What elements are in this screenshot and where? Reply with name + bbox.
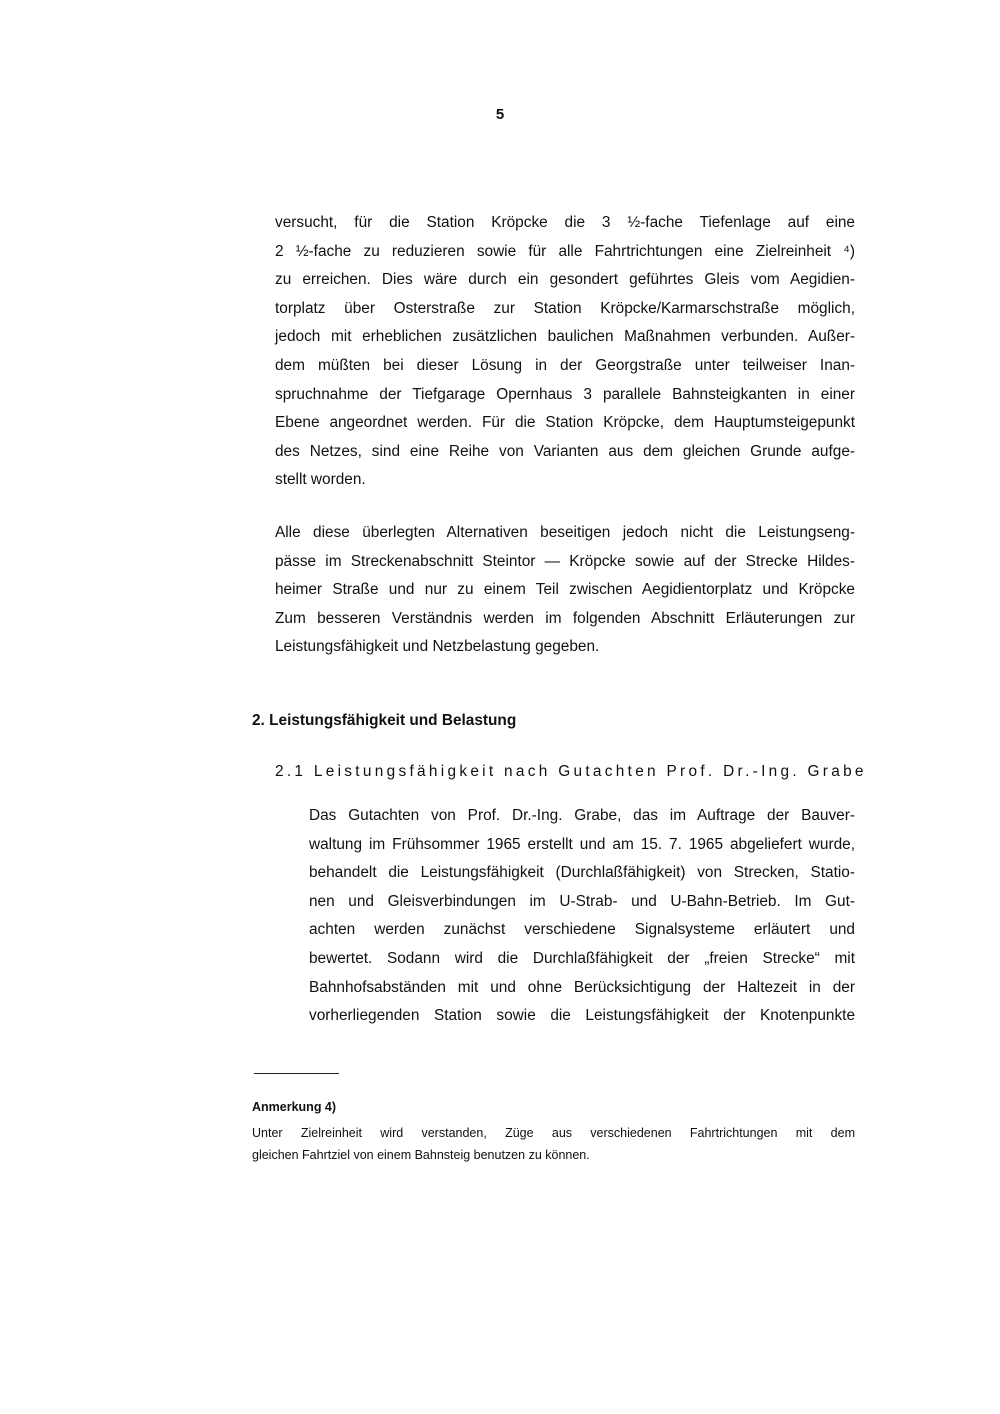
page-number: 5	[495, 106, 505, 123]
text-line: zu erreichen. Dies wäre durch ein gesondert geführtes Gleis vom Aegidien-	[275, 271, 855, 289]
text-line: dem müßten bei dieser Lösung in der Georgstraße unter teilweiser Inan-	[275, 356, 855, 374]
section-heading: 2. Leistungsfähigkeit und Belastung	[252, 712, 517, 729]
footnote-text	[252, 1122, 855, 1166]
text-line: versucht, für die Station Kröpcke die 3 ½-fache Tiefenlage auf eine	[275, 214, 855, 231]
subsection-heading: 2.1 Leistungsfähigkeit nach Gutachten Prof. Dr.-Ing. Grabe	[275, 763, 867, 780]
text-line: Zum besseren Verständnis werden im folgenden Abschnitt Erläuterungen zur	[275, 609, 855, 627]
text-line: bewertet. Sodann wird die Durchlaßfähigkeit der „freien Strecke“ mit	[309, 949, 855, 967]
text-line: nen und Gleisverbindungen im U-Strab- und U-Bahn-Betrieb. Im Gut-	[309, 892, 855, 910]
footnote-title: Anmerkung 4)	[252, 1100, 337, 1114]
text-line: jedoch mit erheblichen zusätzlichen baulichen Maßnahmen verbunden. Außer-	[275, 328, 855, 346]
text-line: behandelt die Leistungsfähigkeit (Durchlaßfähigkeit) von Strecken, Statio-	[309, 864, 855, 882]
text-line: Alle diese überlegten Alternativen beseitigen jedoch nicht die Leistungseng-	[275, 524, 855, 541]
paragraph-2	[275, 519, 855, 662]
text-line: pässe im Streckenabschnitt Steintor — Kröpcke sowie auf der Strecke Hildes-	[275, 552, 855, 570]
text-line: Bahnhofsabständen mit und ohne Berücksichtigung der Haltezeit in der	[309, 978, 855, 996]
text-line: vorherliegenden Station sowie die Leistungsfähigkeit der Knotenpunkte	[309, 1007, 855, 1025]
text-line: stellt worden.	[275, 471, 366, 489]
text-line: waltung im Frühsommer 1965 erstellt und am 15. 7. 1965 abgeliefert wurde,	[309, 835, 855, 853]
text-line: Leistungsfähigkeit und Netzbelastung gegeben.	[275, 638, 600, 656]
text-line: heimer Straße und nur zu einem Teil zwischen Aegidientorplatz und Kröpcke	[275, 581, 855, 599]
text-line: 2 ½-fache zu reduzieren sowie für alle Fahrtrichtungen eine Zielreinheit ⁴)	[275, 242, 855, 260]
text-line: spruchnahme der Tiefgarage Opernhaus 3 parallele Bahnsteigkanten in einer	[275, 385, 855, 403]
paragraph-3	[309, 802, 855, 1031]
footnote-line: gleichen Fahrtziel von einem Bahnsteig benutzen zu können.	[252, 1148, 590, 1162]
text-line: torplatz über Osterstraße zur Station Kröpcke/Karmarschstraße möglich,	[275, 299, 855, 317]
footnote-divider	[254, 1073, 339, 1074]
text-line: Ebene angeordnet werden. Für die Station Kröpcke, dem Hauptumsteigepunkt	[275, 414, 855, 432]
paragraph-1	[275, 209, 855, 495]
text-line: des Netzes, sind eine Reihe von Varianten aus dem gleichen Grunde aufge-	[275, 442, 855, 460]
text-line: achten werden zunächst verschiedene Signalsysteme erläutert und	[309, 921, 855, 939]
text-line: Das Gutachten von Prof. Dr.-Ing. Grabe, das im Auftrage der Bauver-	[309, 807, 855, 824]
footnote-line: Unter Zielreinheit wird verstanden, Züge aus verschiedenen Fahrtrichtungen mit dem	[252, 1126, 855, 1140]
